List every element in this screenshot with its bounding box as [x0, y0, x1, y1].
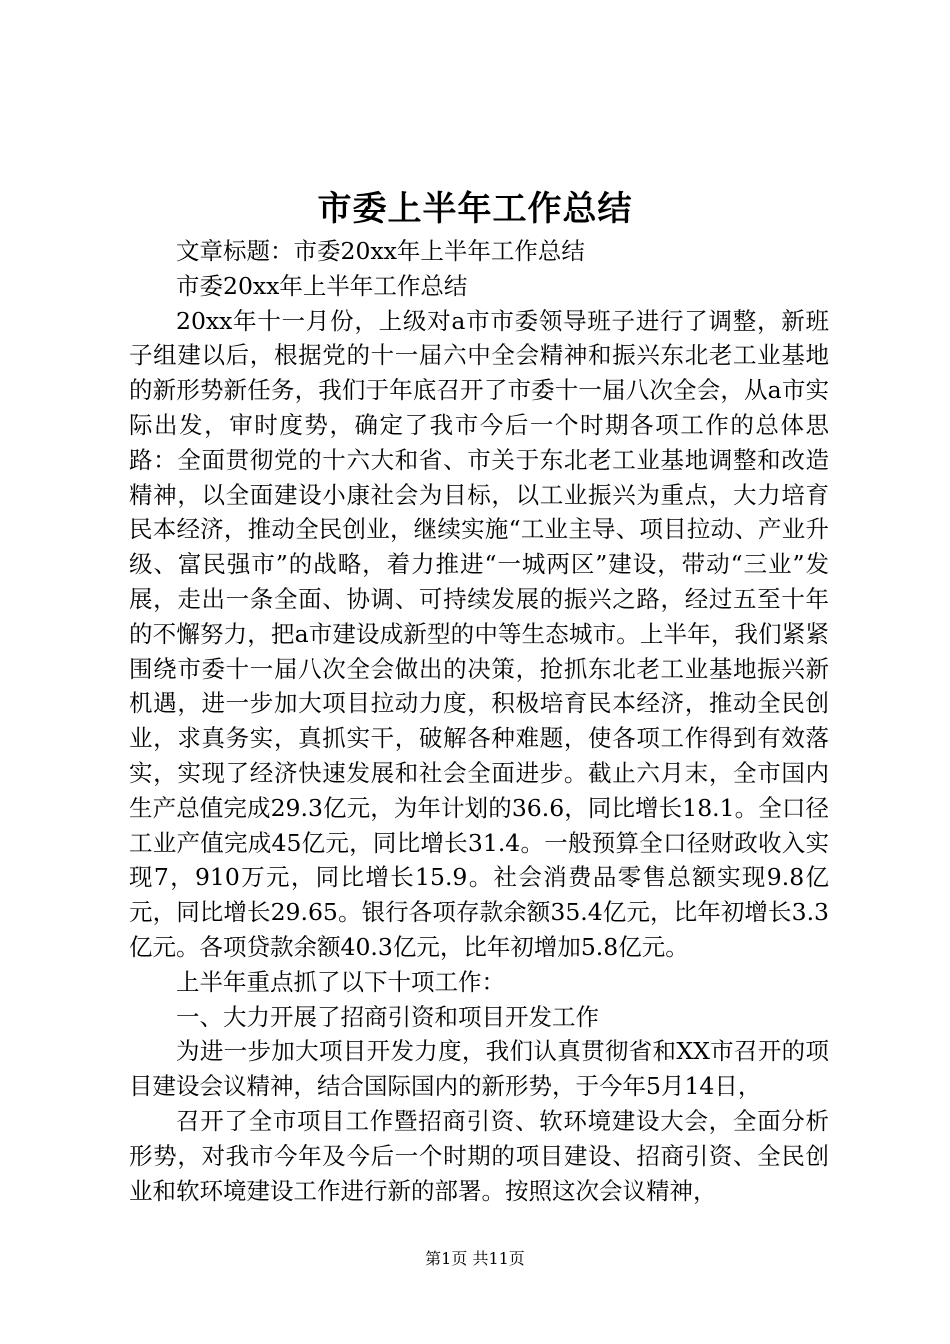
body-paragraph: 召开了全市项目工作暨招商引资、软环境建设大会，全面分析形势，对我市今年及今后一个时期的项目建设、招商引资、全民创业和软环境建设工作进行新的部署。按照这次会议精神，: [129, 1106, 829, 1205]
body-paragraph: 上半年重点抓了以下十项工作：: [176, 967, 505, 996]
body-paragraph: 为进一步加大项目开发力度，我们认真贯彻省和XX市召开的项目建设会议精神，结合国际国内的新形势，于今年5月14日，: [129, 1037, 829, 1101]
article-title-line: 文章标题：市委20xx年上半年工作总结: [176, 237, 585, 265]
page-footer: 第1页 共11页: [425, 1249, 525, 1268]
document-title: 市委上半年工作总结: [317, 189, 633, 229]
body-paragraph: 20xx年十一月份，上级对a市市委领导班子进行了调整，新班子组建以后，根据党的十一届六中全会精神和振兴东北老工业基地的新形势新任务，我们于年底召开了市委十一届八次全会，从a市实际出发，审时度势，确定了我市今后一个时期各项工作的总体思路：全面贯彻党的十六大和省、市关于东北老工业基地调整和改造精神，以全面建设小康社会为目标，以工业振兴为重点，大力培育民本经济，推动全民创业，继续实施“工业主导、项目拉动、产业升级、富民强市”的战略，着力推进“一城两区”建设，带动“三业”发展，走出一条全面、协调、可持续发展的振兴之路，经过五至十年的不懈努力，把a市建设成新型的中等生态城市。上半年，我们紧紧围绕市委十一届八次全会做出的决策，抢抓东北老工业基地振兴新机遇，进一步加大项目拉动力度，积极培育民本经济，推动全民创业，求真务实，真抓实干，破解各种难题，使各项工作得到有效落实，实现了经济快速发展和社会全面进步。截止六月末，全市国内生产总值完成29.3亿元，为年计划的36.6，同比增长18.1。全口径工业产值完成45亿元，同比增长31.4。一般预算全口径财政收入实现7，910万元，同比增长15.9。社会消费品零售总额实现9.8亿元，同比增长29.65。银行各项存款余额35.4亿元，比年初增长3.3亿元。各项贷款余额40.3亿元，比年初增加5.8亿元。: [129, 306, 829, 961]
section-heading: 一、大力开展了招商引资和项目开发工作: [176, 1002, 599, 1031]
subtitle-line: 市委20xx年上半年工作总结: [176, 271, 468, 300]
document-body: [129, 234, 829, 1208]
